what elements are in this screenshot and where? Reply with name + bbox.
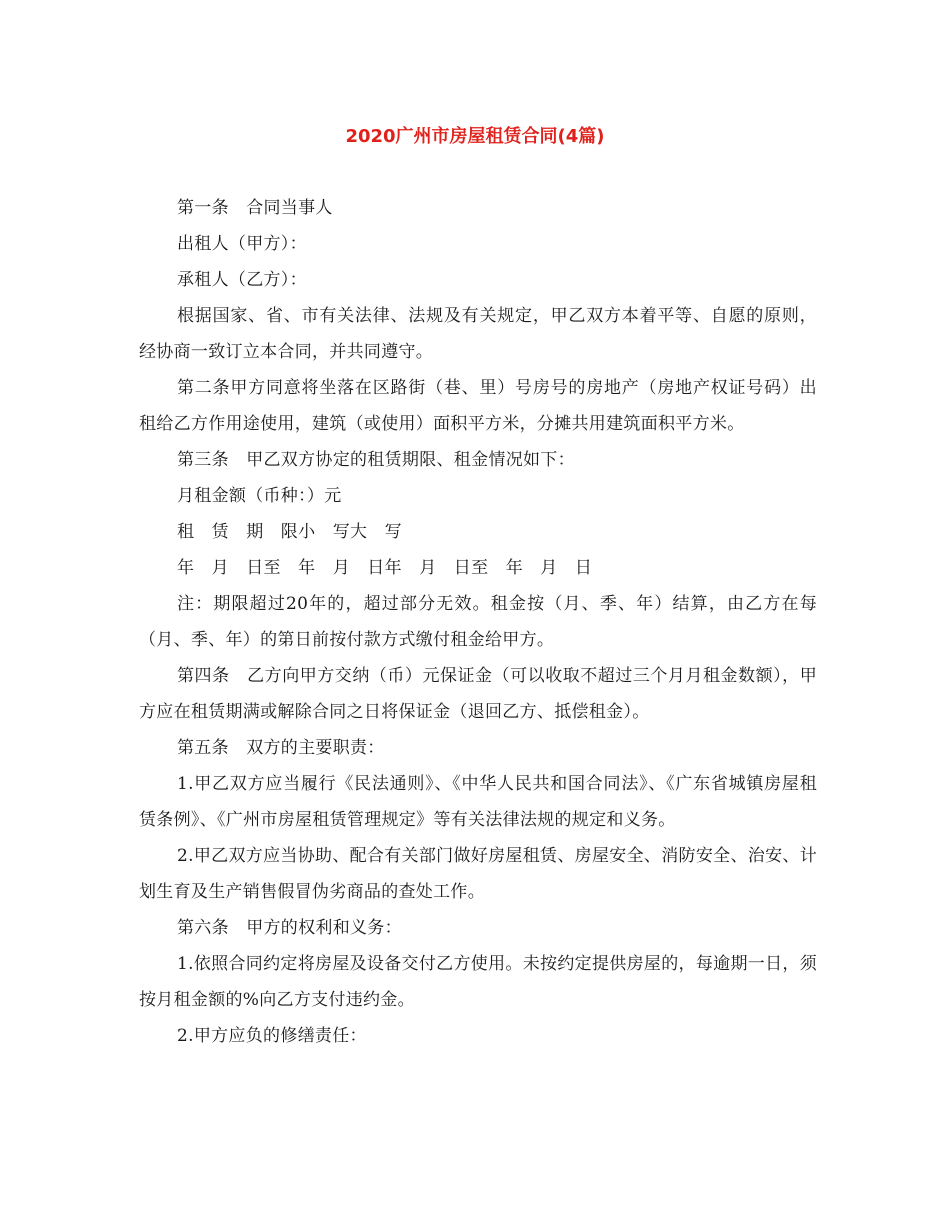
clause-5-heading: 第五条 双方的主要职责： [177, 738, 385, 758]
document-title: 2020广州市房屋租赁合同(4篇) [345, 126, 605, 147]
lease-term-dates-line: 年 月 日至 年 月 日年 月 日至 年 月 日 [177, 558, 593, 578]
preamble-paragraph: 根据国家、省、市有关法律、法规及有关规定，甲乙双方本着平等、自愿的原则，经协商一致订立本合同，并共同遵守。 [139, 306, 817, 362]
clause-1-heading: 第一条 合同当事人 [177, 198, 333, 218]
lessee-line: 承租人（乙方）： [177, 270, 307, 290]
monthly-rent-line: 月租金额（币种：）元 [177, 486, 342, 506]
clause-5-item-2: 2.甲乙双方应当协助、配合有关部门做好房屋租赁、房屋安全、消防安全、治安、计划生育及生产销售假冒伪劣商品的查处工作。 [139, 846, 817, 902]
clause-6-item-1: 1.依照合同约定将房屋及设备交付乙方使用。未按约定提供房屋的，每逾期一日，须按月租金额的%向乙方支付违约金。 [139, 954, 817, 1010]
document-body [139, 190, 817, 1054]
term-note-paragraph: 注：期限超过20年的，超过部分无效。租金按（月、季、年）结算，由乙方在每（月、季、年）的第日前按付款方式缴付租金给甲方。 [139, 594, 817, 650]
clause-6-heading: 第六条 甲方的权利和义务： [177, 918, 402, 938]
clause-6-item-2: 2.甲方应负的修缮责任： [177, 1026, 367, 1046]
lessor-line: 出租人（甲方）： [177, 234, 307, 254]
lease-term-header-line: 租 赁 期 限小 写大 写 [177, 522, 402, 542]
clause-2-paragraph: 第二条甲方同意将坐落在区路街（巷、里）号房号的房地产（房地产权证号码）出租给乙方作用途使用，建筑（或使用）面积平方米，分摊共用建筑面积平方米。 [139, 378, 817, 434]
clause-4-paragraph: 第四条 乙方向甲方交纳（币）元保证金（可以收取不超过三个月月租金数额），甲方应在租赁期满或解除合同之日将保证金（退回乙方、抵偿租金）。 [139, 666, 817, 722]
clause-5-item-1: 1.甲乙双方应当履行《民法通则》、《中华人民共和国合同法》、《广东省城镇房屋租赁条例》、《广州市房屋租赁管理规定》等有关法律法规的规定和义务。 [139, 774, 817, 830]
clause-3-heading: 第三条 甲乙双方协定的租赁期限、租金情况如下： [177, 450, 575, 470]
